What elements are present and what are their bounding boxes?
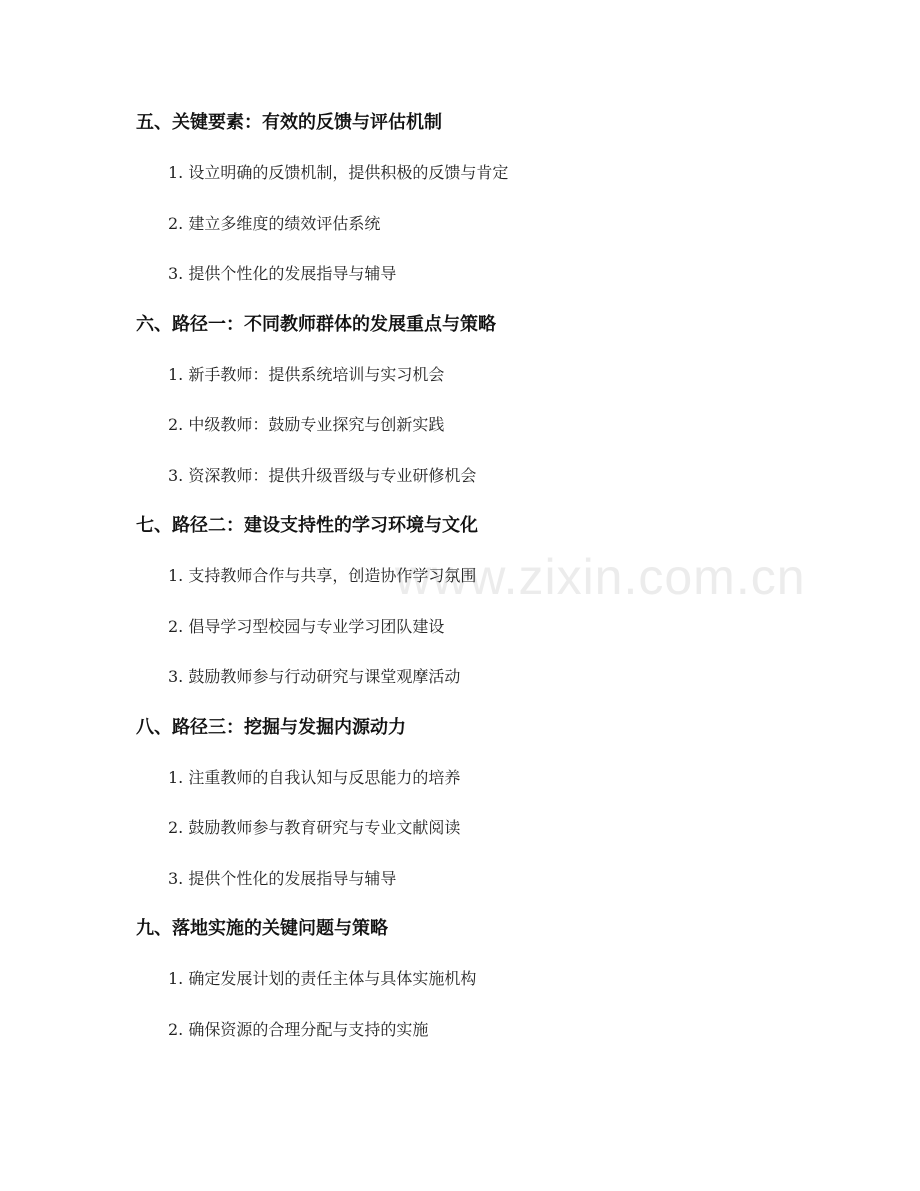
document-body	[0, 104, 920, 1061]
section-heading: 六、路径一：不同教师群体的发展重点与策略	[136, 313, 496, 335]
list-item: 2. 确保资源的合理分配与支持的实施	[168, 1019, 429, 1039]
list-item: 1. 设立明确的反馈机制，提供积极的反馈与肯定	[168, 163, 509, 182]
list-item: 1. 支持教师合作与共享，创造协作学习氛围	[168, 566, 477, 585]
section-heading: 五、关键要素：有效的反馈与评估机制	[136, 112, 442, 133]
section-heading: 八、路径三：挖掘与发掘内源动力	[136, 716, 406, 738]
section	[0, 104, 920, 306]
section	[0, 709, 920, 911]
section	[0, 306, 920, 508]
list-item: 3. 鼓励教师参与行动研究与课堂观摩活动	[168, 667, 461, 686]
watermark: www.zixin.com.cn	[395, 549, 806, 605]
list-item: 3. 资深教师：提供升级晋级与专业研修机会	[168, 465, 477, 485]
section-heading: 七、路径二：建设支持性的学习环境与文化	[136, 515, 478, 536]
list-item: 2. 建立多维度的绩效评估系统	[168, 213, 381, 233]
list-item: 1. 注重教师的自我认知与反思能力的培养	[168, 767, 461, 787]
section	[0, 910, 920, 1061]
list-item: 1. 新手教师：提供系统培训与实习机会	[168, 364, 445, 384]
section-heading: 九、落地实施的关键问题与策略	[136, 918, 388, 939]
list-item: 3. 提供个性化的发展指导与辅导	[168, 264, 397, 283]
list-item: 3. 提供个性化的发展指导与辅导	[168, 868, 397, 888]
list-item: 2. 倡导学习型校园与专业学习团队建设	[168, 616, 445, 636]
list-item: 2. 鼓励教师参与教育研究与专业文献阅读	[168, 818, 461, 837]
list-item: 1. 确定发展计划的责任主体与具体实施机构	[168, 969, 477, 988]
list-item: 2. 中级教师：鼓励专业探究与创新实践	[168, 415, 445, 434]
section	[0, 507, 920, 709]
